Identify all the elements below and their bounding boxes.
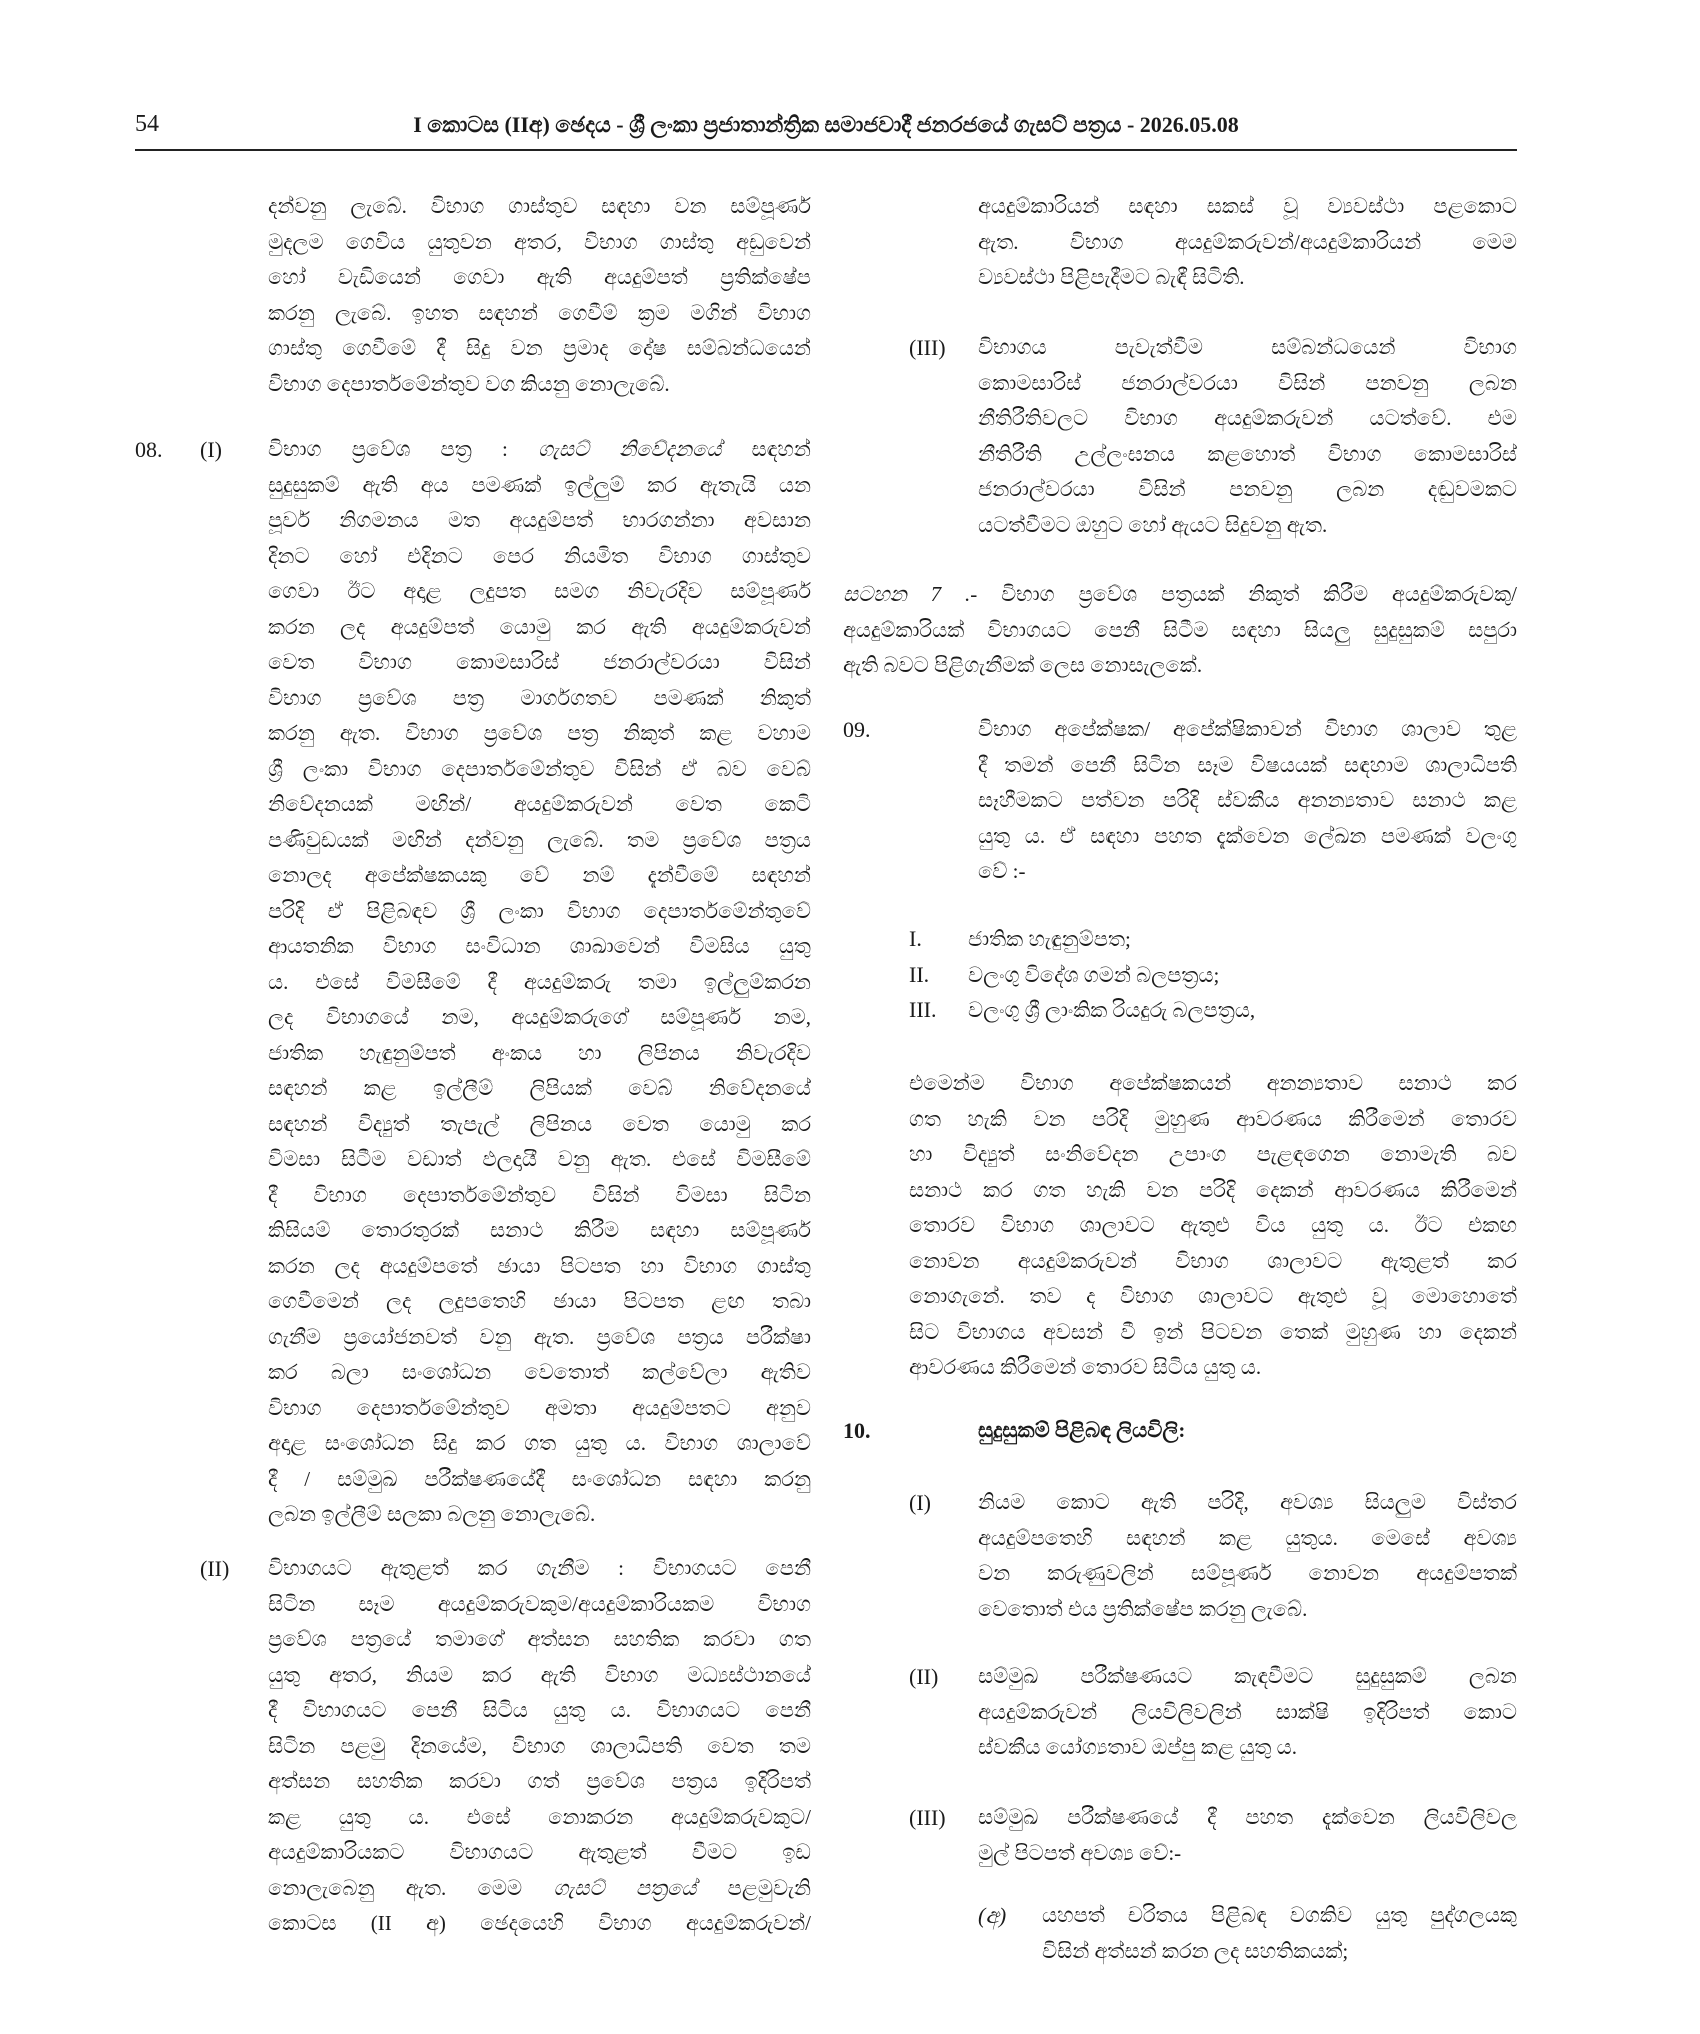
text-line: ඇත. විභාග අයදුම්කරුවන්/අයදුම්කාරියන් මෙම <box>978 229 1517 254</box>
text-line: ජනරාල්වරයා විසින් පනවනු ලබන දඬුවමකට <box>978 477 1517 501</box>
list-item <box>909 957 1517 993</box>
item-label-10-i: (I) <box>909 1490 931 1515</box>
continued-paragraph-right <box>978 189 1517 296</box>
text-line: තොරව විභාග ශාලාවට ඇතුළු විය යුතු ය. ඊට එකඟ <box>909 1213 1517 1237</box>
text-line: අයදුම්කරුවන් ලියවිලිවලින් සාක්ෂි ඉදිරිපත් කොට <box>978 1699 1517 1724</box>
text-line: කරනු ඇත. විභාග ප්‍රවේශ පත්‍ර නිකුත් කළ වහාම <box>268 721 811 745</box>
text-segment: සඳහන් <box>721 437 811 461</box>
exam-admission-paragraph <box>268 1551 811 1942</box>
identity-requirement-paragraph <box>978 712 1517 890</box>
text-line: විභාගයට ඇතුළත් කර ගැනීම : විභාගයට පෙනී <box>268 1556 811 1580</box>
text-segment: පළමුවැනි <box>696 1875 811 1900</box>
text-segment: නොලැබෙනු ඇත. මෙම <box>268 1875 554 1900</box>
text-line: අදාළ සංශෝධන සිදු කර ගත යුතු ය. විභාග ශාලාවේ <box>268 1431 811 1455</box>
section-number-09: 09. <box>843 717 871 742</box>
text-line: පරිදි ඒ පිළිබඳව ශ්‍රී ලංකා විභාග දෙපාර්තමේන්තුවේ <box>268 898 811 923</box>
item-label-08-iii: (III) <box>909 335 946 360</box>
text-line: යහපත් චරිතය පිළිබඳ වගකිව යුතු පුද්ගලයකු <box>1042 1903 1517 1927</box>
text-line: විසින් අත්සන් කරන ලද සහතිකයක්; <box>1042 1938 1349 1963</box>
text-line: අයදුම්පතෙහි සඳහන් කළ යුතුය. මෙසේ අවශ්‍ය <box>978 1525 1517 1550</box>
text-line: නීතිරීති උල්ලංඝනය කළහොත් විභාග කොමසාරිස් <box>978 441 1517 466</box>
text-line: පූර්ව නිගමනය මත අයදුම්පත් භාරගන්නා අවසාන <box>268 508 811 532</box>
text-line <box>268 432 811 468</box>
section-10-item-i-paragraph <box>978 1485 1517 1627</box>
text-line: ඇති බවට පිළිගැනීමක් ලෙස නොසැලකේ. <box>843 653 1203 677</box>
text-line: කිසියම් තොරතුරක් සනාථ කිරීම සඳහා සම්පූර්ණ <box>268 1218 811 1242</box>
text-line: යටත්වීමට ඔහුට හෝ ඇයට සිදුවනු ඇත. <box>978 512 1328 537</box>
text-line: විභාග අපේක්ෂක/ අපේක්ෂිකාවන් විභාග ශාලාව තුළ <box>978 717 1517 741</box>
text-line: දී විභාගයට පෙනී සිටිය යුතු ය. විභාගයට පෙනී <box>268 1698 811 1722</box>
text-line: නොලද අපේක්ෂකයකු වේ නම් දැන්වීමේ සඳහන් <box>268 863 811 887</box>
sub-item-a-paragraph <box>1042 1898 1517 1969</box>
text-line: ලද විභාගයේ නම, අයදුම්කරුගේ සම්පූර්ණ නම, <box>268 1005 811 1029</box>
text-line: මුදලම ගෙවිය යුතුවන අතර, විභාග ගාස්තු අඩුවෙන් <box>268 229 811 254</box>
list-item-label: I. <box>909 926 922 951</box>
text-line: ආයතනික විභාග සංවිධාන ශාඛාවෙන් විමසිය යුතු <box>268 934 811 958</box>
text-line: විභාගය පැවැත්වීම සම්බන්ධයෙන් විභාග <box>978 335 1517 359</box>
text-line: නොවන අයදුම්කරුවන් විභාග ශාලාවට ඇතුළත් කර <box>909 1248 1517 1273</box>
list-item <box>909 921 1517 957</box>
text-line: සඳහන් විද්‍යුත් තැපැල් ලිපිනය වෙත යොමු කර <box>268 1111 811 1136</box>
text-line: විමසා සිටීම වඩාත් ඵලදායී වනු ඇත. එසේ විමසීමේ <box>268 1147 811 1171</box>
text-segment: විභාග ප්‍රවේශ පත්‍ර : <box>268 437 538 461</box>
text-line: වෙතොත් එය ප්‍රතික්ෂේප කරනු ලැබේ. <box>978 1596 1308 1621</box>
list-item-label: III. <box>909 997 937 1022</box>
text-line: නිවේදනයක් මඟින්/ අයදුම්කරුවන් වෙත කෙටි <box>268 792 811 816</box>
text-line: සිටින පළමු දිනයේම, විභාග ශාලාධිපති වෙත තම <box>268 1733 811 1758</box>
text-line: සම්මුඛ පරීක්ෂණයේ දී පහත දැක්වෙන ලියවිලිවල <box>978 1805 1517 1829</box>
text-line: දිනට හෝ එදිනට පෙර නියමිත විභාග ගාස්තුව <box>268 543 811 568</box>
text-line: නීතිරීතිවලට විභාග අයදුම්කරුවන් යටත්වේ. එම <box>978 406 1517 430</box>
item-label-10-iii: (III) <box>909 1805 946 1830</box>
text-line: සනාථ කර ගත හැකි වන පරිදි දෙකන් ආවරණය කිරීමෙන් <box>909 1177 1517 1202</box>
text-line: ගාස්තු ගෙවීමේ දී සිදු වන ප්‍රමාද දෝෂ සම්බන්ධයෙන් <box>268 336 811 360</box>
item-label-10-ii: (II) <box>909 1664 939 1689</box>
section-number-08: 08. <box>135 437 163 462</box>
text-line: නියම කොට ඇති පරිදි, අවශ්‍ය සියලුම විස්තර <box>978 1490 1517 1514</box>
text-line: ගැනීම ප්‍රයෝජනවත් වනු ඇත. ප්‍රවේශ පත්‍රය පරීක්ෂා <box>268 1324 811 1349</box>
italic-text: ගැසට් නිවේදනයේ <box>537 437 722 461</box>
text-line: ලබන ඉල්ලීම් සලකා බලනු නොලැබේ. <box>268 1502 596 1526</box>
text-line: අයදුම්කාරියන් සඳහා සකස් වූ ව්‍යවස්ථා පළකොට <box>978 194 1517 218</box>
text-line: ගෙවා ඊට අදාළ ලදුපත සමග නිවැරදිව සම්පූර්ණ <box>268 579 811 603</box>
note-7-paragraph <box>843 577 1517 684</box>
header-rule <box>135 149 1517 151</box>
list-item-label: II. <box>909 961 930 987</box>
text-line: කොටස (II අ) ඡෙදයෙහි විභාග අයදුම්කරුවන්/ <box>268 1911 811 1935</box>
page-header-title: I කොටස (IIඅ) ඡෙදය - ශ්‍රී ලංකා ප්‍රජාතාන්ත්‍රික සමාජවාදී ජනරජයේ ගැසට් පත්‍රය - 2026.05.08 <box>413 112 1239 137</box>
text-line: හෝ වැඩියෙන් ගෙවා ඇති අයදුම්පත් ප්‍රතික්ෂේප <box>268 265 811 289</box>
text-line: යුතු අතර, නියම කර ඇති විභාග මධ්‍යස්ථානයේ <box>268 1662 811 1687</box>
text-line: සුදුසුකම් ඇති අය පමණක් ඉල්ලුම් කර ඇතැයි යන <box>268 472 811 497</box>
text-line: දී විභාග දෙපාර්තමේන්තුව විසින් විමසා සිටින <box>268 1182 811 1207</box>
text-line: වේ :- <box>978 859 1026 883</box>
text-line: ගත හැකි වන පරිදි මුහුණ ආවරණය කිරීමෙන් තොරව <box>909 1106 1517 1131</box>
text-line: සම්මුඛ පරීක්ෂණයට කැඳවීමට සුදුසුකම් ලබන <box>978 1664 1517 1688</box>
section-10-item-ii-paragraph <box>978 1659 1517 1766</box>
text-line: යුතු ය. ඒ සඳහා පහත දැක්වෙන ලේඛන පමණක් වලංගු <box>978 823 1517 848</box>
text-line <box>843 577 1517 613</box>
item-label-08-ii: (II) <box>200 1556 230 1581</box>
continued-paragraph-left <box>268 189 811 402</box>
text-line: දී / සම්මුඛ පරීක්ෂණයේදී සංශෝධන සඳහා කරනු <box>268 1466 811 1491</box>
text-line: කර බලා සංශෝධන වෙතොත් කල්වේලා ඇතිව <box>268 1360 811 1384</box>
text-line: එමෙන්ම විභාග අපේක්ෂකයන් අනන්‍යතාව සනාථ කර <box>909 1071 1517 1095</box>
exam-rules-paragraph <box>978 330 1517 543</box>
text-line: දන්වනු ලැබේ. විභාග ගාස්තුව සඳහා වන සම්පූර්ණ <box>268 194 811 218</box>
italic-text: සටහන 7 .- <box>843 582 978 606</box>
text-line: ශ්‍රී ලංකා විභාග දෙපාර්තමේන්තුව විසින් ඒ බව වෙබ් <box>268 756 811 781</box>
identity-documents-list <box>909 921 1517 1028</box>
section-10-item-iii-paragraph <box>978 1800 1517 1871</box>
text-line: සිට විභාගය අවසන් වී ඉන් පිටවන තෙක් මුහුණ හා දෙකන් <box>909 1319 1517 1344</box>
text-line: ආවරණය කිරීමෙන් තොරව සිටිය යුතු ය. <box>909 1355 1262 1379</box>
text-line: අයදුම්කාරියක් විභාගයට පෙනී සිටීම සඳහා සියලු සුදුසුකම් සපුරා <box>843 617 1517 642</box>
list-item-text: ජාතික හැඳුනුම්පත; <box>968 927 1131 951</box>
text-line: දී තමන් පෙනී සිටින සෑම විෂයයක් සඳහාම ශාලාධිපති <box>978 752 1517 777</box>
text-line: කරනු ලැබේ. ඉහත සඳහන් ගෙවීම් ක්‍රම මගින් විභාග <box>268 300 811 325</box>
admission-card-paragraph <box>268 432 811 1533</box>
text-line: වෙත විභාග කොමසාරිස් ජනරාල්වරයා විසින් <box>268 650 811 674</box>
text-line: සෑහීමකට පත්වන පරිදි ස්වකීය අනන්‍යතාව සනාථ කළ <box>978 788 1517 812</box>
text-line: අත්සන සහතික කරවා ගත් ප්‍රවේශ පත්‍රය ඉදිරිපත් <box>268 1769 811 1793</box>
sub-item-label-a: (අ) <box>978 1903 1007 1928</box>
italic-text: ගැසට් පත්‍රයේ <box>553 1875 697 1900</box>
text-line: ප්‍රවේශ පත්‍රයේ තමාගේ අත්සන සහතික කරවා ගත <box>268 1627 811 1651</box>
text-line: ස්වකීය යෝග්‍යතාව ඔප්පු කළ යුතු ය. <box>978 1735 1297 1759</box>
item-label-08-i: (I) <box>200 437 222 462</box>
text-segment: විභාග ප්‍රවේශ පත්‍රයක් නිකුත් කිරීම අයදුම්කරුවකු/ <box>977 582 1517 606</box>
text-line: ය. එසේ විමසීමේ දී අයදුම්කරු තමා ඉල්ලුම්කරන <box>268 969 811 994</box>
text-line: විභාග ප්‍රවේශ පත්‍ර මාර්ගගතව පමණක් නිකුත් <box>268 685 811 710</box>
text-line: සඳහන් කළ ඉල්ලීම් ලිපියක් වෙබ් නිවේදනයේ <box>268 1076 811 1100</box>
text-line: පණිවුඩයක් මඟින් දන්වනු ලැබේ. තම ප්‍රවේශ පත්‍රය <box>268 827 811 852</box>
text-line: ගෙවීමෙන් ලද ලදුපතෙහි ඡායා පිටපත ළඟ තබා <box>268 1289 811 1313</box>
text-line: අයදුම්කාරියකට විභාගයට ඇතුළත් වීමට ඉඩ <box>268 1840 811 1864</box>
text-line: ජාතික හැඳුනුම්පත් අංකය හා ලිපිනය නිවැරදිව <box>268 1040 811 1065</box>
list-item <box>909 992 1517 1028</box>
list-item-text: වලංගු විදේශ ගමන් බලපත්‍රය; <box>968 962 1220 987</box>
text-line: කරන ලද අයදුම්පතේ ඡායා පිටපත හා විභාග ගාස්තු <box>268 1253 811 1278</box>
text-line: නොගැනේ. තව ද විභාග ශාලාවට ඇතුළු වූ මොහොතේ <box>909 1284 1517 1308</box>
text-line: විභාග දෙපාර්තමේන්තුව අමතා අයදුම්පතට අනුව <box>268 1395 811 1420</box>
section-number-10: 10. <box>843 1418 871 1443</box>
text-line: වන කරුණුවලින් සම්පූර්ණ නොවන අයදුම්පතක් <box>978 1561 1517 1585</box>
text-line: සිටින සෑම අයදුම්කරුවකුම/අයදුම්කාරියකම විභාග <box>268 1591 811 1616</box>
text-line: හා විද්‍යුත් සංනිවේදන උපාංග පැළඳගෙන නොමැති බව <box>909 1142 1517 1166</box>
text-line: කරන ලද අයදුම්පත් යොමු කර ඇති අයදුම්කරුවන් <box>268 614 811 639</box>
text-line: විභාග දෙපාර්තමේන්තුව වග කියනු නොලැබේ. <box>268 371 670 396</box>
text-line: ව්‍යවස්ථා පිළිපැදීමට බැඳී සිටිති. <box>978 265 1245 289</box>
text-line: කළ යුතු ය. එසේ නොකරන අයදුම්කරුවකුට/ <box>268 1804 811 1829</box>
text-line: කොමසාරිස් ජනරාල්වරයා විසින් පනවනු ලබන <box>978 370 1517 395</box>
face-cover-paragraph <box>909 1066 1517 1386</box>
page-number: 54 <box>135 111 159 137</box>
text-line <box>268 1871 811 1907</box>
text-line: මුල් පිටපත් අවශ්‍ය වේ:- <box>978 1840 1182 1865</box>
section-10-heading: සුදුසුකම් පිළිබඳ ලියවිලි: <box>978 1418 1186 1442</box>
list-item-text: වලංගු ශ්‍රී ලාංකික රියදුරු බලපත්‍රය, <box>968 998 1256 1022</box>
